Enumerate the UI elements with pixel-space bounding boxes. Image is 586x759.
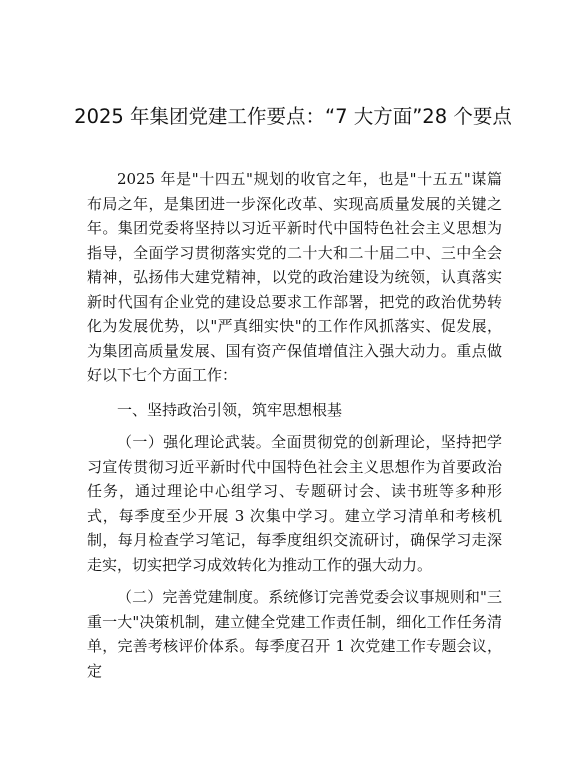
section-heading: 一、坚持政治引领，筑牢思想根基 (117, 400, 343, 419)
document-body (87, 167, 502, 683)
intro-paragraph: 2025 年是"十四五"规划的收官之年，也是"十五五"谋篇布局之年，是集团进一步深化改革、实现高质量发展的关键之年。集团党委将坚持以习近平新时代中国特色社会主义思想为指导，全面学习贯彻落实党的二十大和二十届二中、三中全会精神，弘扬伟大建党精神，以党的政治建设为统领，认真落实新时代国有企业党的建设总要求工作部署，把党的政治优势转化为发展优势，以"严真细实快"的工作作风抓落实、促发展，为集团高质量发展、国有资产保值增值注入强大动力。重点做好以下七个方面工作： (87, 170, 502, 384)
list-item-paragraph: （一）强化理论武装。全面贯彻党的创新理论，坚持把学习宣传贯彻习近平新时代中国特色社会主义思想作为首要政治任务，通过理论中心组学习、专题研讨会、读书班等多种形式，每季度至少开展 3 次集中学习。建立学习清单和考核机制，每月检查学习笔记，每季度组织交流研讨，确保学习走深走实，切实把学习成效转化为推动工作的强大动力。 (87, 433, 502, 574)
list-item-paragraph: （二）完善党建制度。系统修订完善党委会议事规则和"三重一大"决策机制，建立健全党建工作责任制，细化工作任务清单，完善考核评价体系。每季度召开 1 次党建工作专题会议，定 (87, 588, 502, 680)
document-title: 2025 年集团党建工作要点：“7 大方面”28 个要点 (74, 105, 512, 128)
